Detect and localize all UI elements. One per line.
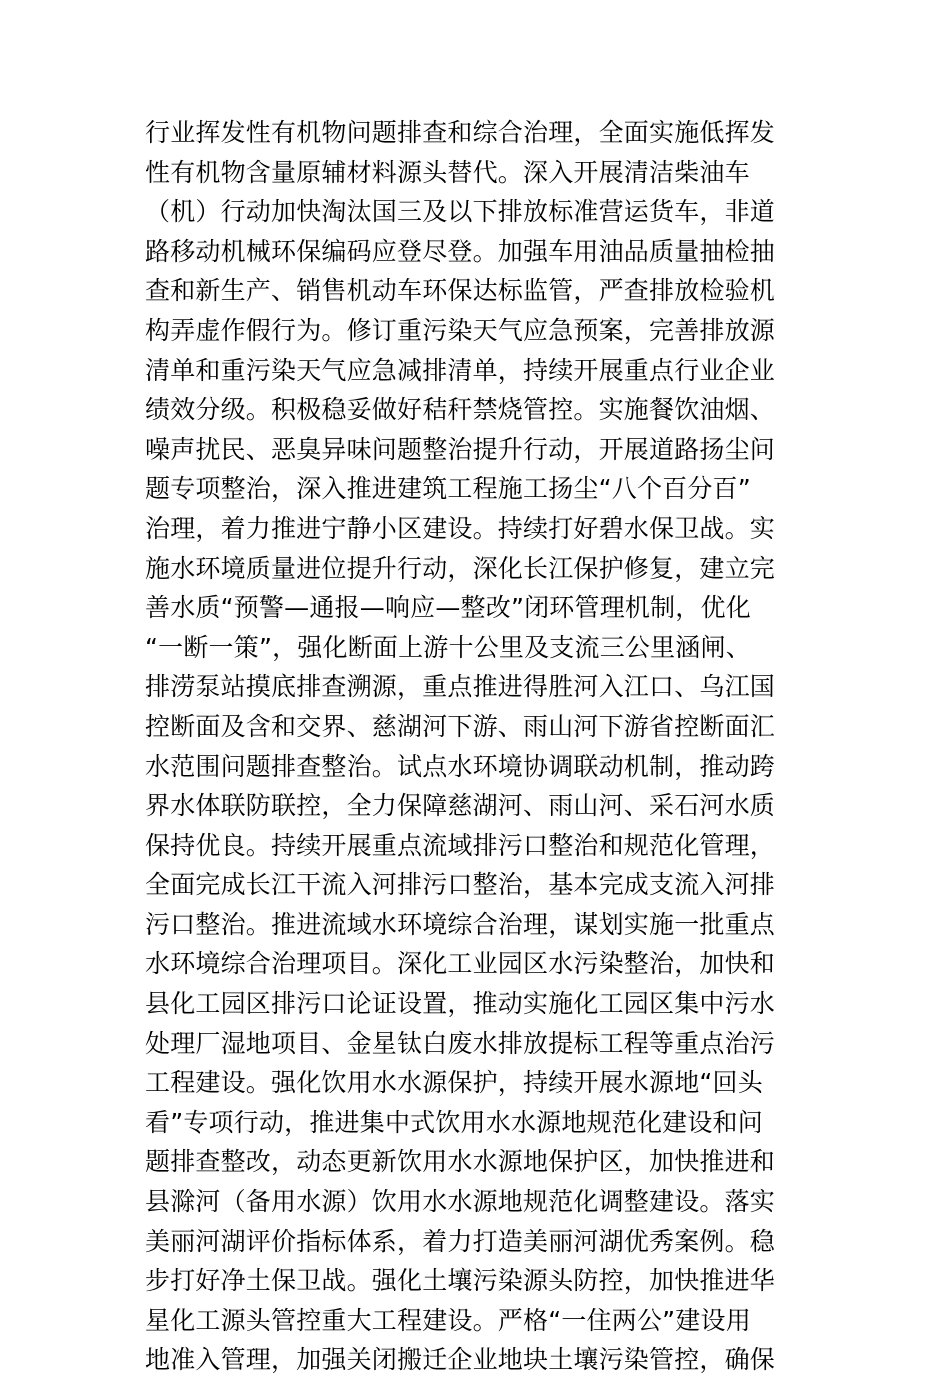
text-line: 县化工园区排污口论证设置，推动实施化工园区集中污水: [145, 989, 776, 1019]
text-line: 查和新生产、销售机动车环保达标监管，严查排放检验机: [145, 276, 776, 306]
text-line: 排涝泵站摸底排查溯源，重点推进得胜河入江口、乌江国: [145, 672, 776, 702]
text-line: 保持优良。持续开展重点流域排污口整治和规范化管理，: [145, 830, 776, 860]
text-line: 构弄虚作假行为。修订重污染天气应急预案，完善排放源: [145, 315, 776, 345]
text-line: 噪声扰民、恶臭异味问题整治提升行动，开展道路扬尘问: [145, 434, 776, 464]
text-line: 绩效分级。积极稳妥做好秸秆禁烧管控。实施餐饮油烟、: [145, 395, 776, 425]
text-line: 地准入管理，加强关闭搬迁企业地块土壤污染管控，确保: [145, 1345, 776, 1375]
text-line: 路移动机械环保编码应登尽登。加强车用油品质量抽检抽: [145, 236, 776, 266]
text-line: 清单和重污染天气应急减排清单，持续开展重点行业企业: [145, 355, 776, 385]
text-line: 题排查整改，动态更新饮用水水源地保护区，加快推进和: [145, 1147, 776, 1177]
text-line: 星化工源头管控重大工程建设。严格“一住两公”建设用: [145, 1305, 751, 1335]
text-line: 污口整治。推进流域水环境综合治理，谋划实施一批重点: [145, 909, 776, 939]
text-line: 水环境综合治理项目。深化工业园区水污染整治，加快和: [145, 949, 776, 979]
text-line: “一断一策”，强化断面上游十公里及支流三公里涵闸、: [145, 632, 751, 662]
text-line: 善水质“预警—通报—响应—整改”闭环管理机制，优化: [145, 593, 751, 623]
body-paragraph: [145, 113, 815, 1380]
text-line: 全面完成长江干流入河排污口整治，基本完成支流入河排: [145, 870, 776, 900]
text-line: 题专项整治，深入推进建筑工程施工扬尘“八个百分百”: [145, 474, 751, 504]
text-line: 界水体联防联控，全力保障慈湖河、雨山河、采石河水质: [145, 791, 776, 821]
text-line: 水范围问题排查整治。试点水环境协调联动机制，推动跨: [145, 751, 776, 781]
text-line: 行业挥发性有机物问题排查和综合治理，全面实施低挥发: [145, 118, 776, 147]
text-line: 治理，着力推进宁静小区建设。持续打好碧水保卫战。实: [145, 513, 776, 543]
text-line: 处理厂湿地项目、金星钛白废水排放提标工程等重点治污: [145, 1028, 776, 1058]
text-line: 性有机物含量原辅材料源头替代。深入开展清洁柴油车: [145, 157, 750, 187]
text-line: 看”专项行动，推进集中式饮用水水源地规范化建设和问: [145, 1107, 763, 1137]
text-line: 美丽河湖评价指标体系，着力打造美丽河湖优秀案例。稳: [145, 1226, 776, 1256]
text-line: 工程建设。强化饮用水水源保护，持续开展水源地“回头: [145, 1068, 763, 1098]
text-line: （机）行动加快淘汰国三及以下排放标准营运货车，非道: [145, 197, 776, 227]
text-line: 施水环境质量进位提升行动，深化长江保护修复，建立完: [145, 553, 776, 583]
text-line: 县滁河（备用水源）饮用水水源地规范化调整建设。落实: [145, 1187, 776, 1217]
text-line: 步打好净土保卫战。强化土壤污染源头防控，加快推进华: [145, 1266, 776, 1296]
text-line: 控断面及含和交界、慈湖河下游、雨山河下游省控断面汇: [145, 711, 776, 741]
